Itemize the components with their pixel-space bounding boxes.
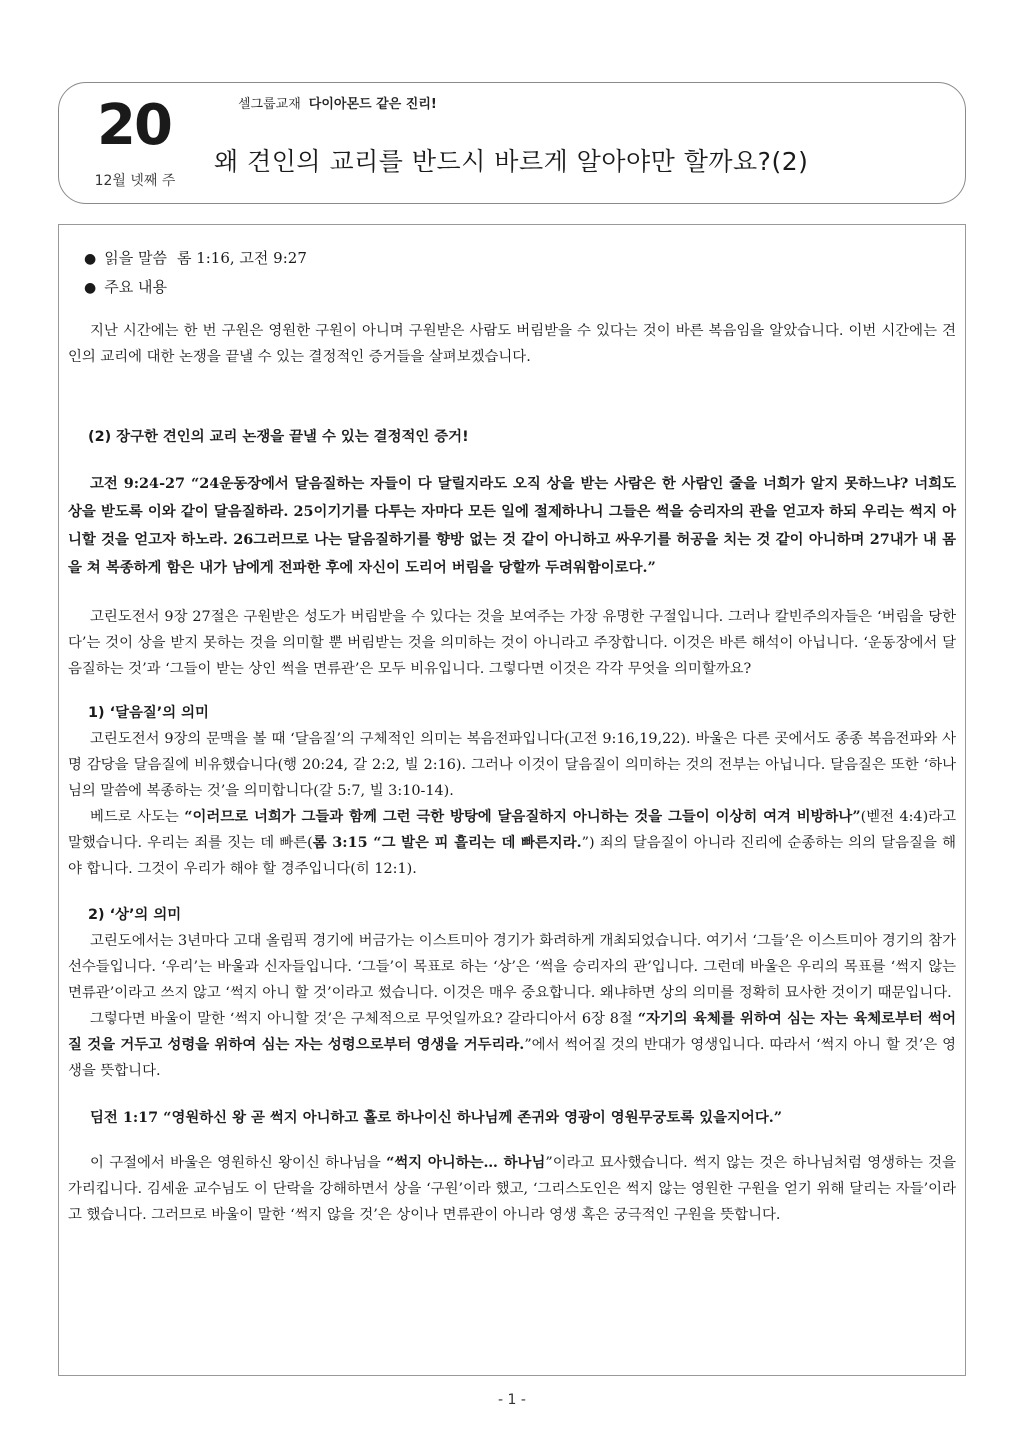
series-line: [238, 93, 437, 112]
scripture-quote-1: 고전 9:24-27 “24운동장에서 달음질하는 자들이 다 달릴지라도 오직 상을 받는 사람은 한 사람인 줄을 너희가 알지 못하느냐? 너희도 상을 받도록 이와 같이 달음질하라. 25이기기를 다투는 자마다 모든 일에 절제하나니 그들은 썩을 승리자의 관을 얻고자 하되 우리는 썩지 아니할 것을 얻고자 하노라. 26그러므로 나는 달음질하기를 향방 없는 것 같이 아니하고 싸우기를 허공을 치는 것 같이 아니하며 27내가 내 몸을 쳐 복종하게 함은 내가 남에게 전파한 후에 자신이 도리어 버림을 당할까 두려워함이로다.”: [68, 475, 956, 576]
text-run: (벧전 4:4)라고 말했습니다. 우리는 죄를 짓는 데 빠른(: [68, 809, 957, 851]
prize-paragraph-b: [68, 1006, 956, 1084]
text-run: ”에서 썩어질 것의 반대가 영생입니다. 따라서 ‘썩지 아니 할 것’은 영생을 뜻합니다.: [68, 1037, 957, 1079]
text-run: 이 구절에서 바울은 영원하신 왕이신 하나님을: [90, 1155, 387, 1171]
content-label-line: [68, 273, 956, 302]
running-paragraph-b: [68, 804, 956, 882]
bullet-icon: ●: [84, 280, 97, 296]
text-run: ”이라고 묘사했습니다. 썩지 않는 것은 하나님처럼 영생하는 것을 가리킵니다. 김세윤 교수님도 이 단락을 강해하면서 상을 ‘구원’이라 했고, ‘그리스도인은 썩지 않는 영원한 구원을 얻기 위해 달리는 자들’이라고 했습니다. 그러므로 바울이 말한 ‘썩지 않을 것’은 상이나 면류관이 아니라 영생 혹은 궁극적인 구원을 뜻합니다.: [68, 1155, 956, 1223]
bold-quote: “이러므로 너희가 그들과 함께 그런 극한 방탕에 달음질하지 아니하는 것을 그들이 이상히 여겨 비방하나”: [184, 808, 861, 825]
text-run: 그렇다면 바울이 말한 ‘썩지 아니할 것’은 구체적으로 무엇일까요? 갈라디아서 6장 8절: [90, 1011, 638, 1027]
bold-quote: 롬 3:15 “그 발은 피 흘리는 데 빠른지라.: [312, 834, 582, 851]
subheading-running: 1) ‘달음질’의 의미: [88, 705, 209, 721]
text-run: ”) 죄의 달음질이 아니라 진리에 순종하는 의의 달음질을 해야 합니다. 그것이 우리가 해야 할 경주입니다(히 12:1).: [68, 835, 956, 877]
content-label: 주요 내용: [104, 278, 167, 296]
section-heading: (2) 장구한 견인의 교리 논쟁을 끝낼 수 있는 결정적인 증거!: [88, 429, 469, 445]
reading-value: 롬 1:16, 고전 9:27: [176, 249, 307, 267]
bullet-icon: ●: [84, 251, 97, 267]
final-paragraph: [68, 1150, 956, 1228]
running-paragraph-a: 고린도전서 9장의 문맥을 볼 때 ‘달음질’의 구체적인 의미는 복음전파입니다(고전 9:16,19,22). 바울은 다른 곳에서도 종종 복음전파와 사명 감당을 달음질에 비유했습니다(행 20:24, 갈 2:2, 빌 2:16). 그러나 이것이 달음질이 의미하는 것의 전부는 아닙니다. 달음질은 또한 ‘하나님의 말씀에 복종하는 것’을 의미합니다(갈 5:7, 빌 3:10-14).: [68, 731, 956, 799]
week-label: 12월 넷째 주: [94, 173, 176, 189]
bold-quote: “자기의 육체를 위하여 심는 자는 육체로부터 썩어질 것을 거두고 성령을 위하여 심는 자는 성령으로부터 영생을 거두리라.: [68, 1010, 956, 1053]
reading-line: [68, 244, 956, 273]
intro-paragraph: 지난 시간에는 한 번 구원은 영원한 구원이 아니며 구원받은 사람도 버림받을 수 있다는 것이 바른 복음임을 알았습니다. 이번 시간에는 견인의 교리에 대한 논쟁을 끝낼 수 있는 결정적인 증거들을 살펴보겠습니다.: [68, 323, 956, 365]
scripture-quote-2: 딤전 1:17 “영원하신 왕 곧 썩지 아니하고 홀로 하나이신 하나님께 존귀와 영광이 영원무궁토록 있을지어다.”: [90, 1109, 783, 1126]
subheading-prize: 2) ‘상’의 의미: [88, 907, 182, 923]
prize-paragraph-a: 고린도에서는 3년마다 고대 올림픽 경기에 버금가는 이스트미아 경기가 화려하게 개최되었습니다. 여기서 ‘그들’은 이스트미아 경기의 참가선수들입니다. ‘우리’는 바울과 신자들입니다. ‘그들’이 목표로 하는 ‘상’은 ‘썩을 승리자의 관’입니다. 그런데 바울은 우리의 목표를 ‘썩지 않는 면류관’이라고 쓰지 않고 ‘썩지 아니 할 것’이라고 썼습니다. 이것은 매우 중요합니다. 왜냐하면 상의 의미를 정확히 묘사한 것이기 때문입니다.: [68, 933, 956, 1001]
content: [68, 244, 956, 1228]
reading-label: 읽을 말씀: [104, 249, 167, 267]
bold-quote: “썩지 아니하는… 하나님: [386, 1154, 546, 1171]
body-paragraph-1: 고린도전서 9장 27절은 구원받은 성도가 버림받을 수 있다는 것을 보여주는 가장 유명한 구절입니다. 그러나 칼빈주의자들은 ‘버림을 당한다’는 것이 상을 받지 못하는 것을 의미할 뿐 버림받는 것을 의미하는 것이 아니라고 주장합니다. 이것은 바른 해석이 아닙니다. ‘운동장에서 달음질하는 것’과 ‘그들이 받는 상인 썩을 면류관’은 모두 비유입니다. 그렇다면 이것은 각각 무엇을 의미할까요?: [68, 609, 956, 677]
text-run: 베드로 사도는: [90, 809, 185, 825]
page-title: 왜 견인의 교리를 반드시 바르게 알아야만 할까요?(2): [214, 147, 809, 176]
series-name: 다이아몬드 같은 진리!: [308, 97, 437, 112]
page-number: - 1 -: [498, 1392, 526, 1408]
lesson-number: 20: [97, 93, 171, 158]
series-prefix: 셀그룹교재: [238, 97, 301, 112]
